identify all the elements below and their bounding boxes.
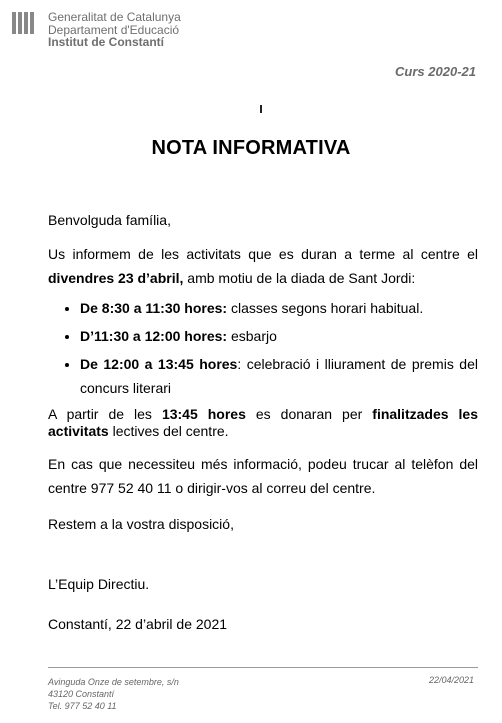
footer-divider (48, 667, 478, 668)
text-cursor-mark (260, 105, 262, 113)
letter-body (48, 208, 478, 636)
schedule-item-time: De 8:30 a 11:30 hores: (80, 300, 228, 316)
place-and-date: Constantí, 22 d’abril de 2021 (48, 616, 228, 632)
signature: L’Equip Directiu. (48, 576, 150, 592)
schedule-item-time: De 12:00 a 13:45 hores (80, 356, 238, 372)
end-text-3: lectives del centre. (108, 423, 229, 439)
schedule-item (80, 352, 478, 400)
letterhead (48, 11, 181, 49)
schedule-item-text: esbarjo (227, 328, 277, 344)
footer-phone: Tel. 977 52 40 11 (48, 701, 117, 711)
end-text-2: es donaran per (245, 406, 373, 422)
schedule-item (80, 324, 478, 348)
schedule-item-text: classes segons horari habitual. (227, 300, 424, 316)
end-time: 13:45 hores (161, 406, 246, 422)
end-of-activities-paragraph (48, 406, 478, 440)
intro-text-end: amb motiu de la diada de Sant Jordi: (183, 270, 416, 286)
document-title: NOTA INFORMATIVA (151, 137, 351, 159)
org-line-generalitat: Generalitat de Catalunya (48, 10, 181, 24)
schedule-item-text: : celebració i lliurament de premis del concurs literari (80, 356, 478, 396)
greeting: Benvolguda família, (48, 212, 171, 228)
footer-address-block (48, 676, 179, 712)
schedule-item-time: D’11:30 a 12:00 hores: (80, 328, 228, 344)
intro-paragraph (48, 242, 478, 290)
end-text-1: A partir de les (48, 406, 162, 422)
footer-postal: 43120 Constantí (48, 689, 115, 699)
availability-line: Restem a la vostra disposició, (48, 516, 234, 532)
contact-info-paragraph: En cas que necessiteu més informació, podeu trucar al telèfon del centre 977 52 40 11 o dirigir-vos al correu del centre. (48, 456, 478, 496)
intro-text-start: Us informem de les activitats que es duran a terme al centre el (48, 246, 478, 262)
schedule-item (80, 296, 478, 320)
schedule-list (48, 296, 478, 400)
org-line-departament: Departament d'Educació (48, 22, 180, 37)
course-year: Curs 2020-21 (395, 64, 476, 79)
org-line-institut: Institut de Constantí (48, 35, 164, 49)
generalitat-logo-icon (12, 12, 34, 36)
footer-date: 22/04/2021 (428, 675, 474, 685)
intro-date: divendres 23 d’abril, (48, 270, 184, 286)
footer-address: Avinguda Onze de setembre, s/n (48, 677, 179, 687)
end-finished: finalitzades les activitats (48, 406, 478, 439)
